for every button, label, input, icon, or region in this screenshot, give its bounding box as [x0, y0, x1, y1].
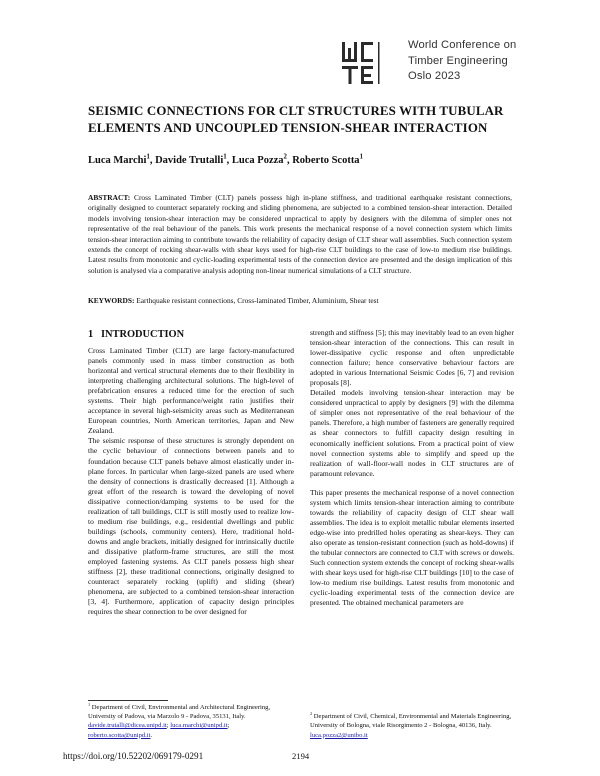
conference-logo — [340, 40, 402, 86]
footnote-separator: ; — [166, 722, 171, 730]
author-separator: , — [226, 155, 232, 166]
email-link[interactable]: luca.marchi@unipd.it — [170, 722, 228, 730]
email-link[interactable]: davide.trutalli@dicea.unipd.it — [88, 722, 167, 730]
footnote-marker: 2 — [310, 710, 313, 716]
email-link[interactable]: luca.pozza2@unibo.it — [310, 731, 368, 739]
conference-line: Oslo 2023 — [408, 70, 461, 83]
body-paragraph: This paper presents the mechanical response of a novel connection system which limits tension-shear interaction aiming to contribute towards the reliability of capacity design of CLT shear wall assemblies. The idea is to exploit metallic tubular elements inserted edge-wise into predrilled holes operating as shear-keys. They can also operate as tension-resistant connection (such as hold-downs) if the tubular connectors are connected to CLT with screws or dowels. Such connection system extends the concept of rocking shear-walls with shear keys used for high-rise CLT buildings [10] to the case of low-to medium rise buildings. Latest results from monotonic and cyclic-loading experimental tests of the connection device are presented. The obtained mechanical parameters are — [310, 487, 514, 608]
paper-title — [88, 103, 528, 136]
author-affiliation: 1 — [146, 153, 150, 161]
email-link[interactable]: roberto.scotta@unipd.it — [88, 731, 151, 739]
author-affiliation: 1 — [223, 153, 227, 161]
paragraph-gap — [310, 479, 514, 488]
author-name: Roberto Scotta — [292, 155, 360, 166]
page-number: 2194 — [292, 751, 310, 761]
body-paragraph: Detailed models involving tension-shear interaction may be considered unpractical to apply by designers [9] with the dilemma of simpler ones not representative of the real behaviour of the panels. Therefore, a high number of fasteners are generally required as shear connectors to fulfill capacity design resulting in economically inefficient solutions. From a practical point of view novel connection systems able to simplify and speed up the realization of wall-floor-wall nodes in CLT structures are of paramount relevance. — [310, 388, 514, 478]
body-paragraph: strength and stiffness [5]; this may inevitably lead to an even higher tension-shear interaction of the connections. This can result in lower-dissipative cyclic response and often unpredictable connection failure; hence conservative behaviour factors are adopted in various International Seismic Codes [6, 7] and revision proposals [8]. — [310, 328, 514, 388]
author-affiliation: 2 — [283, 153, 287, 161]
author-separator: , — [286, 155, 293, 166]
title-line: SEISMIC CONNECTIONS FOR CLT STRUCTURES WITH TUBULAR — [88, 104, 504, 118]
author-name: Davide Trutalli — [155, 155, 224, 166]
abstract — [88, 193, 512, 276]
author-affiliation: 1 — [359, 153, 363, 161]
right-column — [310, 328, 514, 608]
author-name: Luca Pozza — [231, 155, 284, 166]
footnote-left — [88, 700, 294, 740]
conference-line: World Conference on — [408, 39, 517, 51]
title-line: ELEMENTS AND UNCOUPLED TENSION-SHEAR INTERACTION — [88, 120, 488, 135]
footnote-rule — [88, 700, 168, 701]
footnote-marker: 1 — [88, 701, 91, 707]
footnote-separator: ; — [227, 722, 230, 730]
wcte-logo-icon — [340, 40, 402, 86]
footnote-text: Department of Civil, Environmental and Architectural Engineering, University of Padova, via Marzolo 9 - Padova, 35131, Italy. — [88, 703, 271, 720]
doi-link[interactable]: https://doi.org/10.52202/069179-0291 — [63, 751, 204, 761]
section-heading: 1 INTRODUCTION — [88, 329, 185, 340]
footnote-right — [310, 712, 514, 740]
keywords-text: Earthquake resistant connections, Cross-laminated Timber, Aluminium, Shear test — [134, 296, 379, 305]
body-paragraph: Cross Laminated Timber (CLT) are large factory-manufactured panels commonly used in mass timber construction as both horizontal and vertical structural elements due to their flexibility in interpreting challenging architectural solutions. The high-level of prefabrication ensures a reduced time for the erection of such systems. Their high performance/weight ratio justifies their acceptance in several high-seismicity areas such as Mediterranean European countries, North American territories, Japan and New Zealand. — [88, 346, 294, 436]
footnote-text: Department of Civil, Chemical, Environmental and Materials Engineering, University of Bologna, viale Risorgimento 2 - Bologna, 40136, Italy. — [310, 713, 512, 730]
author-list — [88, 155, 363, 166]
footnote-separator: . — [150, 731, 153, 739]
author-name: Luca Marchi — [88, 155, 147, 166]
keywords — [88, 296, 512, 306]
left-column — [88, 346, 294, 617]
abstract-text: Cross Laminated Timber (CLT) panels possess high in-plane stiffness, and traditional earthquake resistant connections, originally designed to counteract separately rocking and sliding phenomena, are subjected to a combined tension-shear interaction. Detailed models involving tension-shear interaction may be considered unpractical to apply by designers with the dilemma of simpler ones not representative of the real behaviour of the panels. This work presents the mechanical response of a novel connection system which limits tension-shear interaction aiming to contribute towards the reliability of capacity design of CLT shear wall assemblies. Such connection system extends the concept of rocking shear-walls with shear keys used for high-rise CLT buildings to the case of low-to medium rise buildings. Latest results from monotonic and cyclic-loading experimental tests of the connection device are presented and the design implication of this solution is analysed via a comparative analysis adopting non-linear numerical simulations of a CLT structure. — [88, 193, 512, 275]
body-paragraph: The seismic response of these structures is strongly dependent on the cyclic behaviour of connections between panels and to foundation because CLT panels behave almost elastically under in-plane forces. In particular when large-sized panels are used where the density of connections is drastically decreased [1]. Although a great effort of the research is toward the developing of novel dissipative connection/damping systems to be used for the realization of tall buildings, CLT is still mostly used to realize low-to medium rise buildings, e.g., residential dwellings and public buildings (schools, community centers). Here, traditional hold-downs and angle brackets, initially designed for intrinsically ductile and dissipative platform-frame structures, are still the most employed fastening systems. As CLT panels possess high shear stiffness [2], these traditional connections, originally designed to counteract separately rocking (uplift) and sliding (shear) phenomena, are subjected to a combined tension-shear interaction [3, 4]. Furthermore, application of capacity design principles requires the shear connection to be over designed for — [88, 436, 294, 617]
conference-name — [408, 38, 516, 85]
abstract-label: ABSTRACT: — [88, 193, 131, 202]
author-separator: , — [149, 155, 156, 166]
keywords-label: KEYWORDS: — [88, 296, 135, 305]
conference-line: Timber Engineering — [408, 54, 508, 67]
